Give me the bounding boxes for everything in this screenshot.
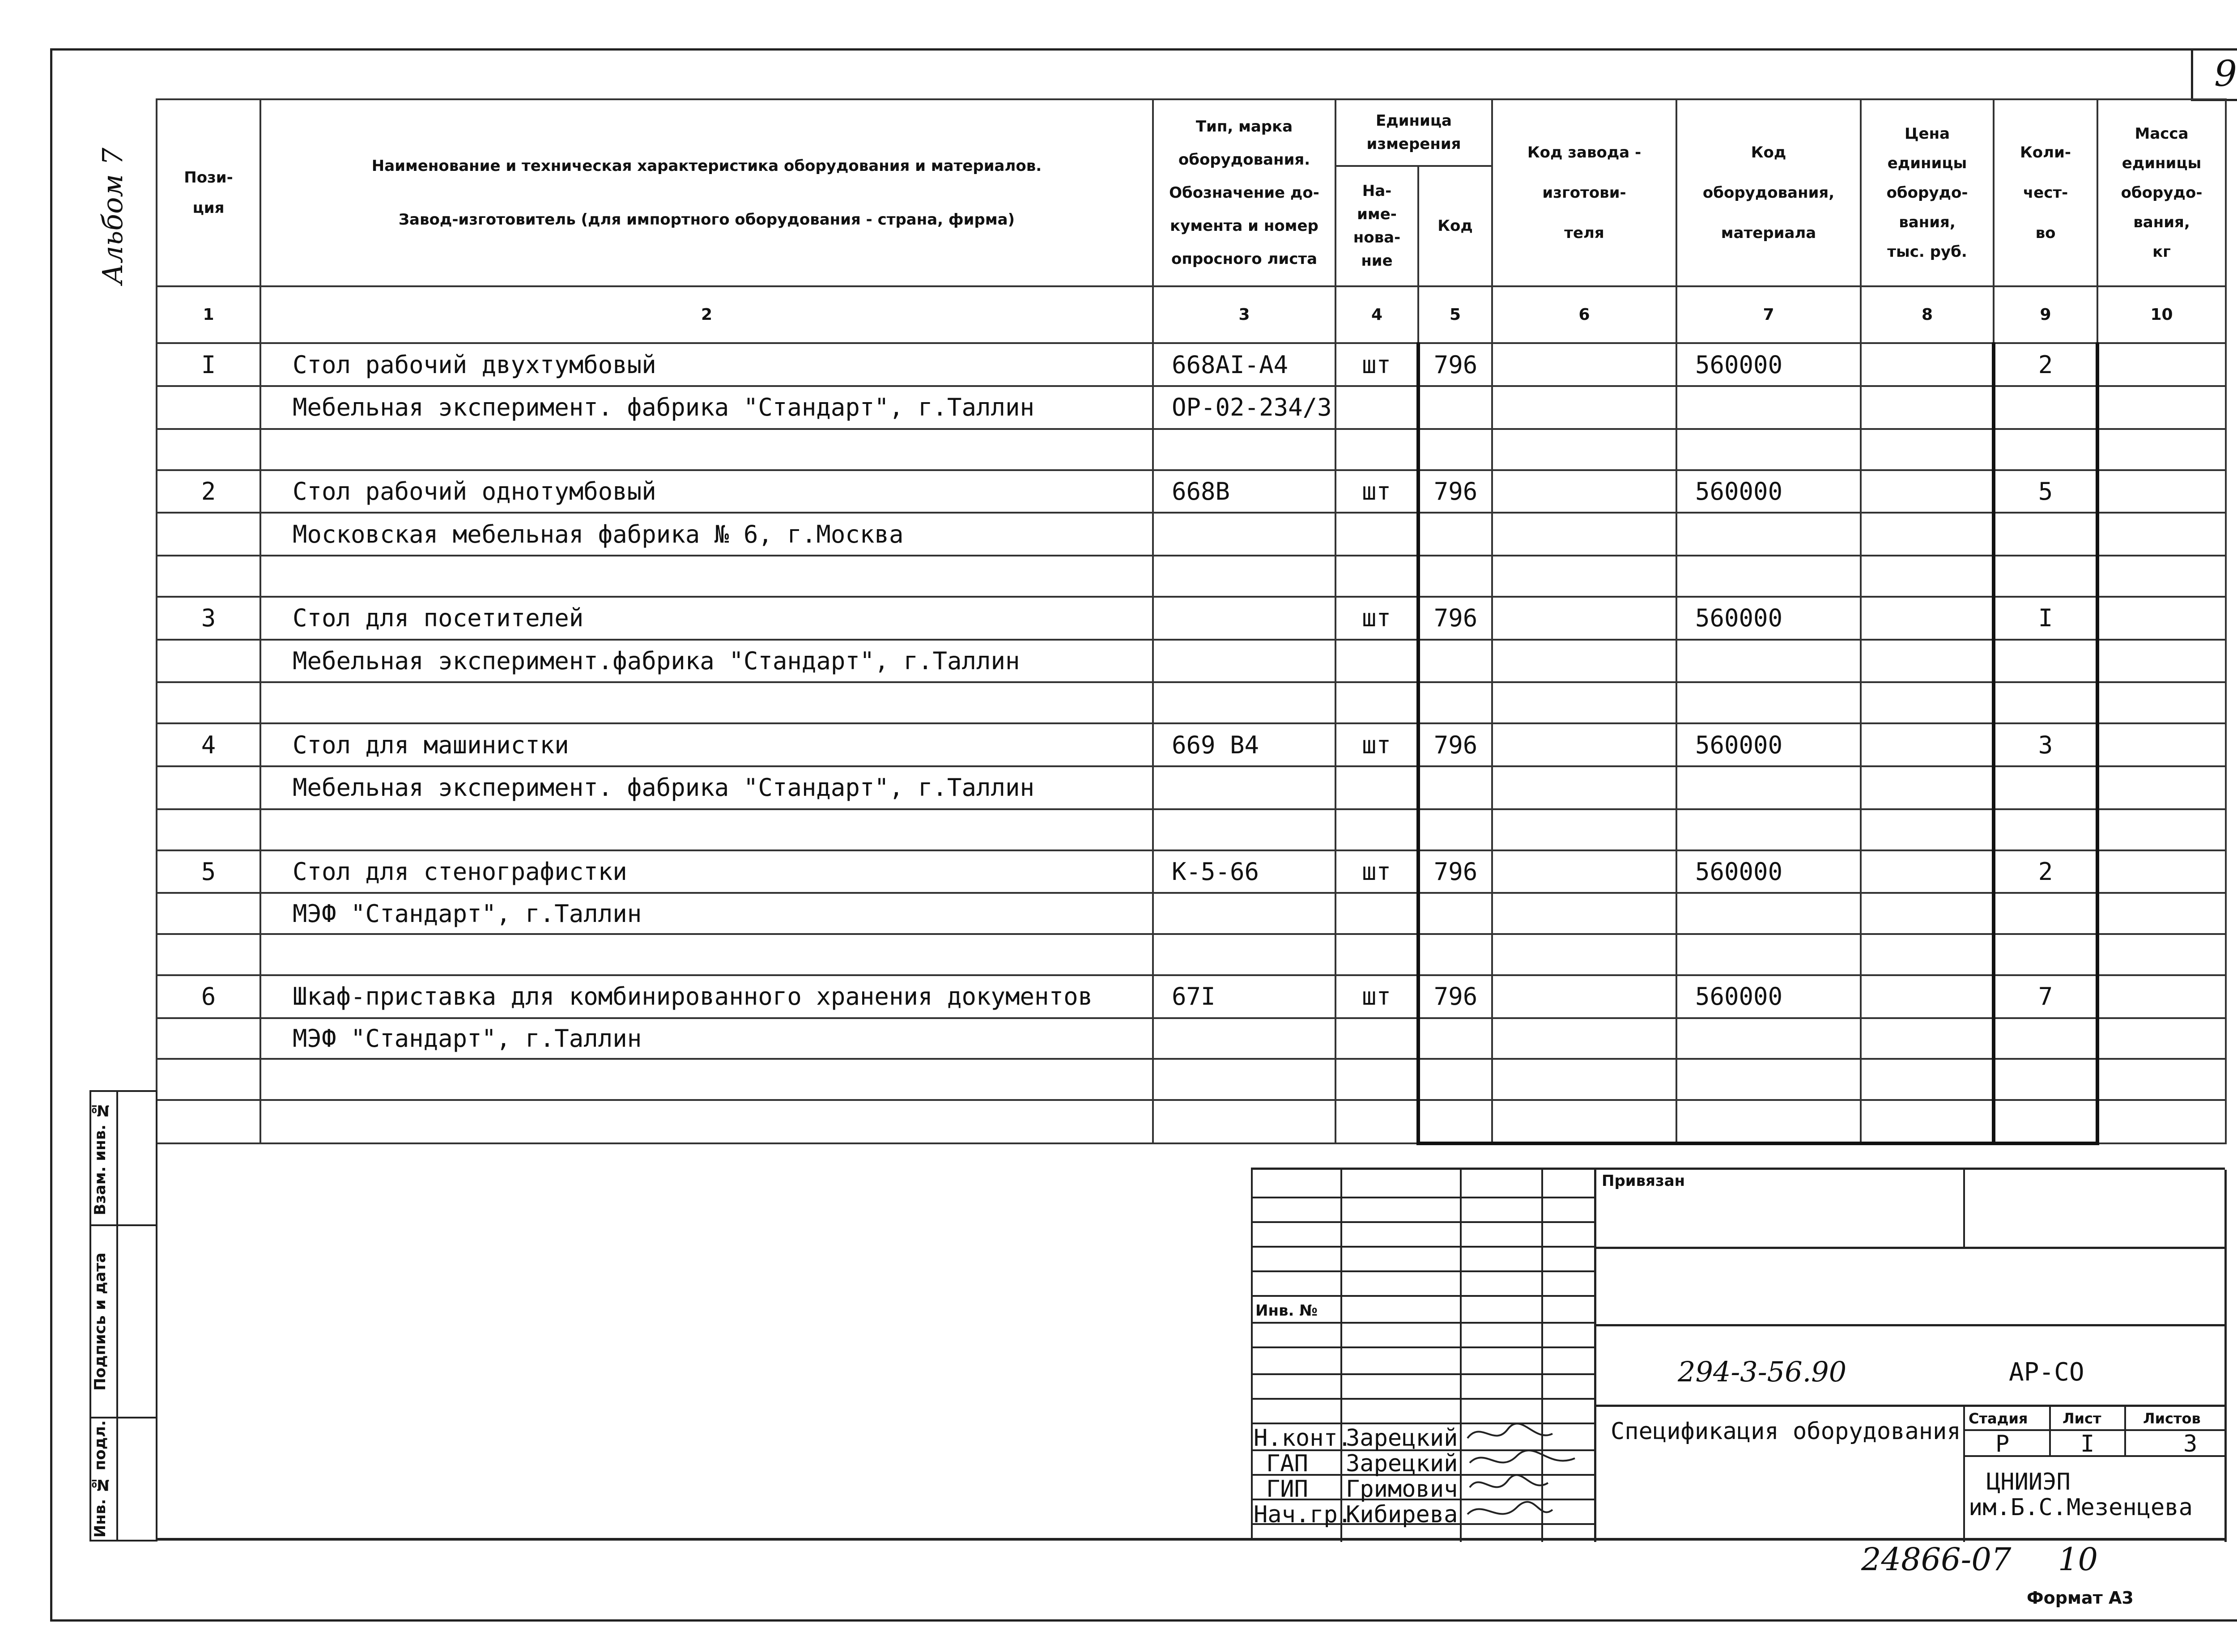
- row-mass: [2097, 850, 2226, 893]
- row-maker: Московская мебельная фабрика № 6, г.Москва: [260, 513, 1153, 556]
- row-mass: [2097, 723, 2226, 766]
- stamp-role: ГИП: [1266, 1476, 1308, 1503]
- row-factory-code: [1492, 470, 1676, 513]
- row-unit-code: 796: [1418, 850, 1492, 893]
- colnum-1: 1: [157, 286, 260, 343]
- row-name: Стол для машинистки: [260, 723, 1153, 766]
- row-price: [1861, 723, 1994, 766]
- row-type: К-5-66: [1153, 850, 1335, 893]
- stamp-stadia-label: Стадия: [1969, 1410, 2028, 1427]
- album-label: Альбом 7: [96, 148, 129, 285]
- row-code: 560000: [1676, 850, 1861, 893]
- row-code: 560000: [1676, 975, 1861, 1018]
- row-quantity: 7: [1994, 975, 2097, 1018]
- row-unit: шт: [1335, 343, 1418, 386]
- row-maker: Мебельная эксперимент.фабрика "Стандарт", г.Таллин: [260, 640, 1153, 683]
- header-unit-code: Код: [1418, 166, 1492, 286]
- row-unit: шт: [1335, 850, 1418, 893]
- row-mass: [2097, 975, 2226, 1018]
- stamp-list-value: I: [2080, 1431, 2095, 1457]
- header-position: Пози- ция: [157, 99, 260, 286]
- stamp-org-line2: им.Б.С.Мезенцева: [1969, 1494, 2193, 1521]
- row-unit: шт: [1335, 597, 1418, 640]
- row-price: [1861, 597, 1994, 640]
- row-unit-code: 796: [1418, 470, 1492, 513]
- colnum-7: 7: [1676, 286, 1861, 343]
- row-position: 6: [157, 975, 260, 1018]
- row-code: 560000: [1676, 470, 1861, 513]
- stamp-role: Н.конт.: [1254, 1425, 1352, 1452]
- row-name: Шкаф-приставка для комбинированного хранения документов: [260, 975, 1153, 1018]
- stamp-person-name: Кибирева: [1346, 1501, 1458, 1528]
- row-name: Стол для посетителей: [260, 597, 1153, 640]
- row-type: 669 В4: [1153, 723, 1335, 766]
- row-unit: шт: [1335, 975, 1418, 1018]
- stamp-person-name: Гримович: [1346, 1476, 1458, 1503]
- row-factory-code: [1492, 850, 1676, 893]
- row-type: 67I: [1153, 975, 1335, 1018]
- margin-strip: [89, 1090, 157, 1542]
- signature-mark: [1463, 1420, 1593, 1532]
- row-price: [1861, 470, 1994, 513]
- header-type: Тип, марка оборудования. Обозначение до- кумента и номер опросного листа: [1153, 99, 1335, 286]
- row-maker: МЭФ "Стандарт", г.Таллин: [260, 893, 1153, 934]
- row-factory-code: [1492, 723, 1676, 766]
- row-position: 3: [157, 597, 260, 640]
- stamp-role: ГАП: [1266, 1450, 1308, 1477]
- row-quantity: I: [1994, 597, 2097, 640]
- colnum-10: 10: [2097, 286, 2226, 343]
- colnum-4: 4: [1335, 286, 1418, 343]
- header-price: Цена единицы оборудо- вания, тыс. руб.: [1861, 99, 1994, 286]
- bottom-number: 10: [2058, 1541, 2098, 1578]
- colnum-8: 8: [1861, 286, 1994, 343]
- row-price: [1861, 975, 1994, 1018]
- stamp-title: Спецификация оборудования: [1611, 1418, 1961, 1445]
- row-unit-code: 796: [1418, 343, 1492, 386]
- row-unit-code: 796: [1418, 723, 1492, 766]
- row-unit-code: 796: [1418, 975, 1492, 1018]
- header-unit-name: На- име- нова- ние: [1335, 166, 1418, 286]
- stamp-listov-value: 3: [2183, 1431, 2198, 1457]
- row-quantity: 3: [1994, 723, 2097, 766]
- row-mass: [2097, 470, 2226, 513]
- row-maker: Мебельная эксперимент. фабрика "Стандарт", г.Таллин: [260, 766, 1153, 809]
- stamp-person-name: Зарецкий: [1346, 1450, 1458, 1477]
- row-unit: шт: [1335, 470, 1418, 513]
- row-position: 5: [157, 850, 260, 893]
- row-quantity: 5: [1994, 470, 2097, 513]
- row-code: 560000: [1676, 597, 1861, 640]
- header-unit-group: Единица измерения: [1335, 99, 1492, 166]
- row-factory-code: [1492, 343, 1676, 386]
- header-quantity: Коли- чест- во: [1994, 99, 2097, 286]
- header-mass: Масса единицы оборудо- вания, кг: [2097, 99, 2226, 286]
- row-code: 560000: [1676, 723, 1861, 766]
- header-factory-code: Код завода - изготови- теля: [1492, 99, 1676, 286]
- colnum-6: 6: [1492, 286, 1676, 343]
- stamp-privyazan-label: Привязан: [1602, 1172, 1685, 1190]
- stamp-list-label: Лист: [2063, 1410, 2101, 1427]
- stamp-role: Нач.гр.: [1254, 1501, 1352, 1528]
- row-type: [1153, 597, 1335, 640]
- row-factory-code: [1492, 597, 1676, 640]
- stamp-org-line1: ЦНИИЭП: [1986, 1469, 2071, 1495]
- header-equipment-code: Код оборудования, материала: [1676, 99, 1861, 286]
- stamp-person-name: Зарецкий: [1346, 1425, 1458, 1452]
- row-price: [1861, 850, 1994, 893]
- row-code: 560000: [1676, 343, 1861, 386]
- title-block: [1251, 1168, 2225, 1540]
- stamp-listov-label: Листов: [2143, 1410, 2201, 1427]
- bottom-code: 24866-07: [1861, 1541, 2012, 1578]
- row-price: [1861, 343, 1994, 386]
- row-quantity: 2: [1994, 343, 2097, 386]
- sheet-number: 9: [2191, 48, 2237, 101]
- row-mass: [2097, 597, 2226, 640]
- row-unit: шт: [1335, 723, 1418, 766]
- colnum-2: 2: [260, 286, 1153, 343]
- row-type: 668В: [1153, 470, 1335, 513]
- row-quantity: 2: [1994, 850, 2097, 893]
- row-position: 4: [157, 723, 260, 766]
- row-unit-code: 796: [1418, 597, 1492, 640]
- margin-podpis-label: Подпись и дата: [91, 1252, 109, 1391]
- row-type: 668АI-А4: [1153, 343, 1335, 386]
- row-maker: Мебельная эксперимент. фабрика "Стандарт", г.Таллин: [260, 386, 1153, 429]
- stamp-mark: АР-СО: [2009, 1358, 2084, 1387]
- colnum-3: 3: [1153, 286, 1335, 343]
- row-maker: МЭФ "Стандарт", г.Таллин: [260, 1018, 1153, 1059]
- row-name: Стол рабочий однотумбовый: [260, 470, 1153, 513]
- stamp-inv-label: Инв. №: [1255, 1302, 1318, 1320]
- colnum-5: 5: [1418, 286, 1492, 343]
- row-name: Стол для стенографистки: [260, 850, 1153, 893]
- row-mass: [2097, 343, 2226, 386]
- stamp-stadia-value: Р: [1995, 1431, 2010, 1457]
- margin-vzam-label: Взам. инв. №: [91, 1101, 109, 1215]
- colnum-9: 9: [1994, 286, 2097, 343]
- header-name: Наименование и техническая характеристика оборудования и материалов. Завод-изготовитель (для импортного оборудования - страна, фирма): [260, 99, 1153, 286]
- margin-inv-label: Инв. № подл.: [91, 1420, 109, 1538]
- format-label: Формат А3: [2027, 1588, 2134, 1608]
- row-doc: ОР-02-234/3: [1153, 386, 1335, 429]
- row-position: I: [157, 343, 260, 386]
- row-factory-code: [1492, 975, 1676, 1018]
- stamp-doc-code: 294-3-56.90: [1678, 1355, 1847, 1388]
- row-position: 2: [157, 470, 260, 513]
- row-name: Стол рабочий двухтумбовый: [260, 343, 1153, 386]
- specification-table: [156, 98, 2227, 1145]
